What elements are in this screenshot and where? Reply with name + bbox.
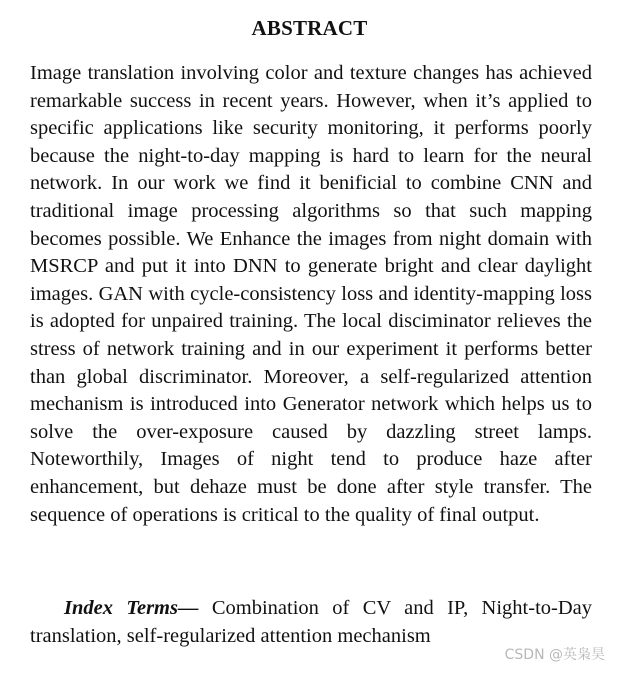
abstract-heading: ABSTRACT — [251, 16, 368, 40]
csdn-watermark: CSDN @英枭昊 — [504, 647, 605, 663]
index-terms-text: Combination of CV and IP, Night-to-Day translation, self-regularized attention mechanism — [30, 597, 592, 647]
index-terms-label: Index Terms— — [64, 597, 199, 619]
abstract-body: Image translation involving color and texture changes has achieved remarkable success in recent years. However, when it’s applied to specific applications like security monitoring, it performs poorly because the night-to-day mapping is hard to learn for the neural network. In our work we find it benificial to combine CNN and traditional image processing algorithms so that such mapping becomes possible. We Enhance the images from night domain with MSRCP and put it into DNN to generate bright and clear daylight images. GAN with cycle-consistency loss and identity-mapping loss is adopted for unpaired training. The local disciminator relieves the stress of network training and in our experiment it performs better than global discriminator. Moreover, a self-regularized attention mechanism is introduced into Generator network which helps us to solve the over-exposure caused by dazzling street lamps. Noteworthily, Images of night tend to produce haze after enhancement, but dehaze must be done after style transfer. The sequence of operations is critical to the quality of final output. — [30, 62, 592, 526]
index-terms — [30, 595, 592, 650]
